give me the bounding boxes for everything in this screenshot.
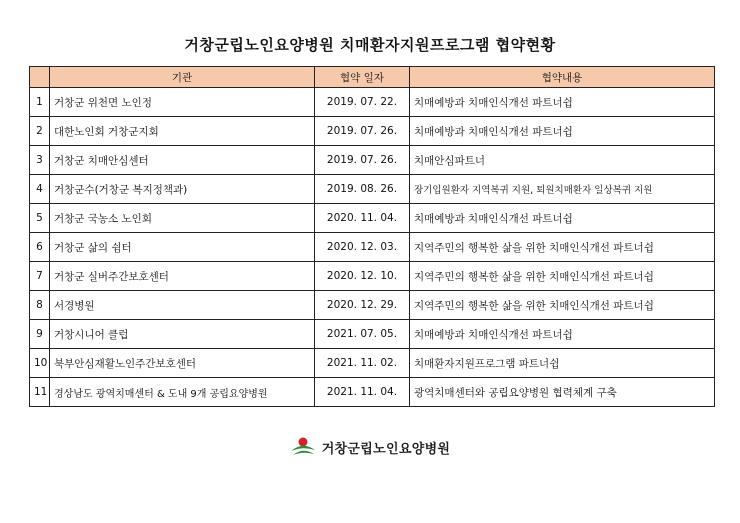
row-date: 2019. 08. 26. — [315, 175, 410, 204]
row-content: 치매안심파트너 — [410, 146, 715, 175]
row-content: 지역주민의 행복한 삶을 위한 치매인식개선 파트너쉽 — [410, 291, 715, 320]
row-date: 2019. 07. 22. — [315, 88, 410, 117]
table-header-row — [30, 67, 715, 88]
row-content: 장기입원환자 지역복귀 지원, 퇴원치매환자 일상복귀 지원 — [410, 175, 715, 204]
row-organization: 경상남도 광역치매센터 & 도내 9개 공립요양병원 — [50, 378, 315, 407]
row-number: 9 — [30, 320, 50, 349]
row-number: 3 — [30, 146, 50, 175]
agreement-table — [29, 66, 715, 407]
row-number: 8 — [30, 291, 50, 320]
row-organization: 거창군 국농소 노인회 — [50, 204, 315, 233]
row-date: 2021. 11. 04. — [315, 378, 410, 407]
document-title: 거창군립노인요양병원 치매환자지원프로그램 협약현황 — [184, 36, 556, 54]
header-agreement-date: 협약 일자 — [315, 67, 410, 88]
row-organization: 거창군수(거창군 복지정책과) — [50, 175, 315, 204]
row-date: 2020. 12. 29. — [315, 291, 410, 320]
table-row — [30, 175, 715, 204]
row-organization: 거창군 치매안심센터 — [50, 146, 315, 175]
header-agreement-content: 협약내용 — [410, 67, 715, 88]
row-date: 2020. 12. 10. — [315, 262, 410, 291]
row-number: 7 — [30, 262, 50, 291]
row-content: 치매예방과 치매인식개선 파트너쉽 — [410, 320, 715, 349]
row-organization: 거창군 삶의 쉼터 — [50, 233, 315, 262]
table-row — [30, 204, 715, 233]
row-number: 4 — [30, 175, 50, 204]
footer-logo — [0, 436, 740, 458]
table-row — [30, 88, 715, 117]
row-content: 치매예방과 치매인식개선 파트너쉽 — [410, 117, 715, 146]
row-content: 지역주민의 행복한 삶을 위한 치매인식개선 파트너쉽 — [410, 233, 715, 262]
logo-text: 거창군립노인요양병원 — [321, 441, 451, 457]
row-organization: 북부안심재활노인주간보호센터 — [50, 349, 315, 378]
row-date: 2021. 07. 05. — [315, 320, 410, 349]
row-date: 2020. 12. 03. — [315, 233, 410, 262]
row-number: 6 — [30, 233, 50, 262]
row-organization: 거창시니어 클럽 — [50, 320, 315, 349]
header-organization: 기관 — [50, 67, 315, 88]
row-date: 2021. 11. 02. — [315, 349, 410, 378]
table-row — [30, 320, 715, 349]
row-content: 광역치매센터와 공립요양병원 협력체계 구축 — [410, 378, 715, 407]
row-number: 10 — [30, 349, 50, 378]
row-content: 치매예방과 치매인식개선 파트너쉽 — [410, 204, 715, 233]
table-row — [30, 262, 715, 291]
hospital-logo-icon — [290, 436, 316, 458]
table-row — [30, 291, 715, 320]
row-organization: 거창군 위천면 노인정 — [50, 88, 315, 117]
table-row — [30, 233, 715, 262]
row-content: 치매예방과 치매인식개선 파트너쉽 — [410, 88, 715, 117]
row-number: 1 — [30, 88, 50, 117]
row-content: 지역주민의 행복한 삶을 위한 치매인식개선 파트너쉽 — [410, 262, 715, 291]
row-date: 2020. 11. 04. — [315, 204, 410, 233]
row-number: 11 — [30, 378, 50, 407]
table-row — [30, 146, 715, 175]
row-date: 2019. 07. 26. — [315, 117, 410, 146]
row-date: 2019. 07. 26. — [315, 146, 410, 175]
row-organization: 거창군 실버주간보호센터 — [50, 262, 315, 291]
table-row — [30, 349, 715, 378]
table-row — [30, 117, 715, 146]
header-number — [30, 67, 50, 88]
row-number: 5 — [30, 204, 50, 233]
row-organization: 서경병원 — [50, 291, 315, 320]
row-number: 2 — [30, 117, 50, 146]
row-organization: 대한노인회 거창군지회 — [50, 117, 315, 146]
row-content: 치매환자지원프로그램 파트너쉽 — [410, 349, 715, 378]
table-row — [30, 378, 715, 407]
